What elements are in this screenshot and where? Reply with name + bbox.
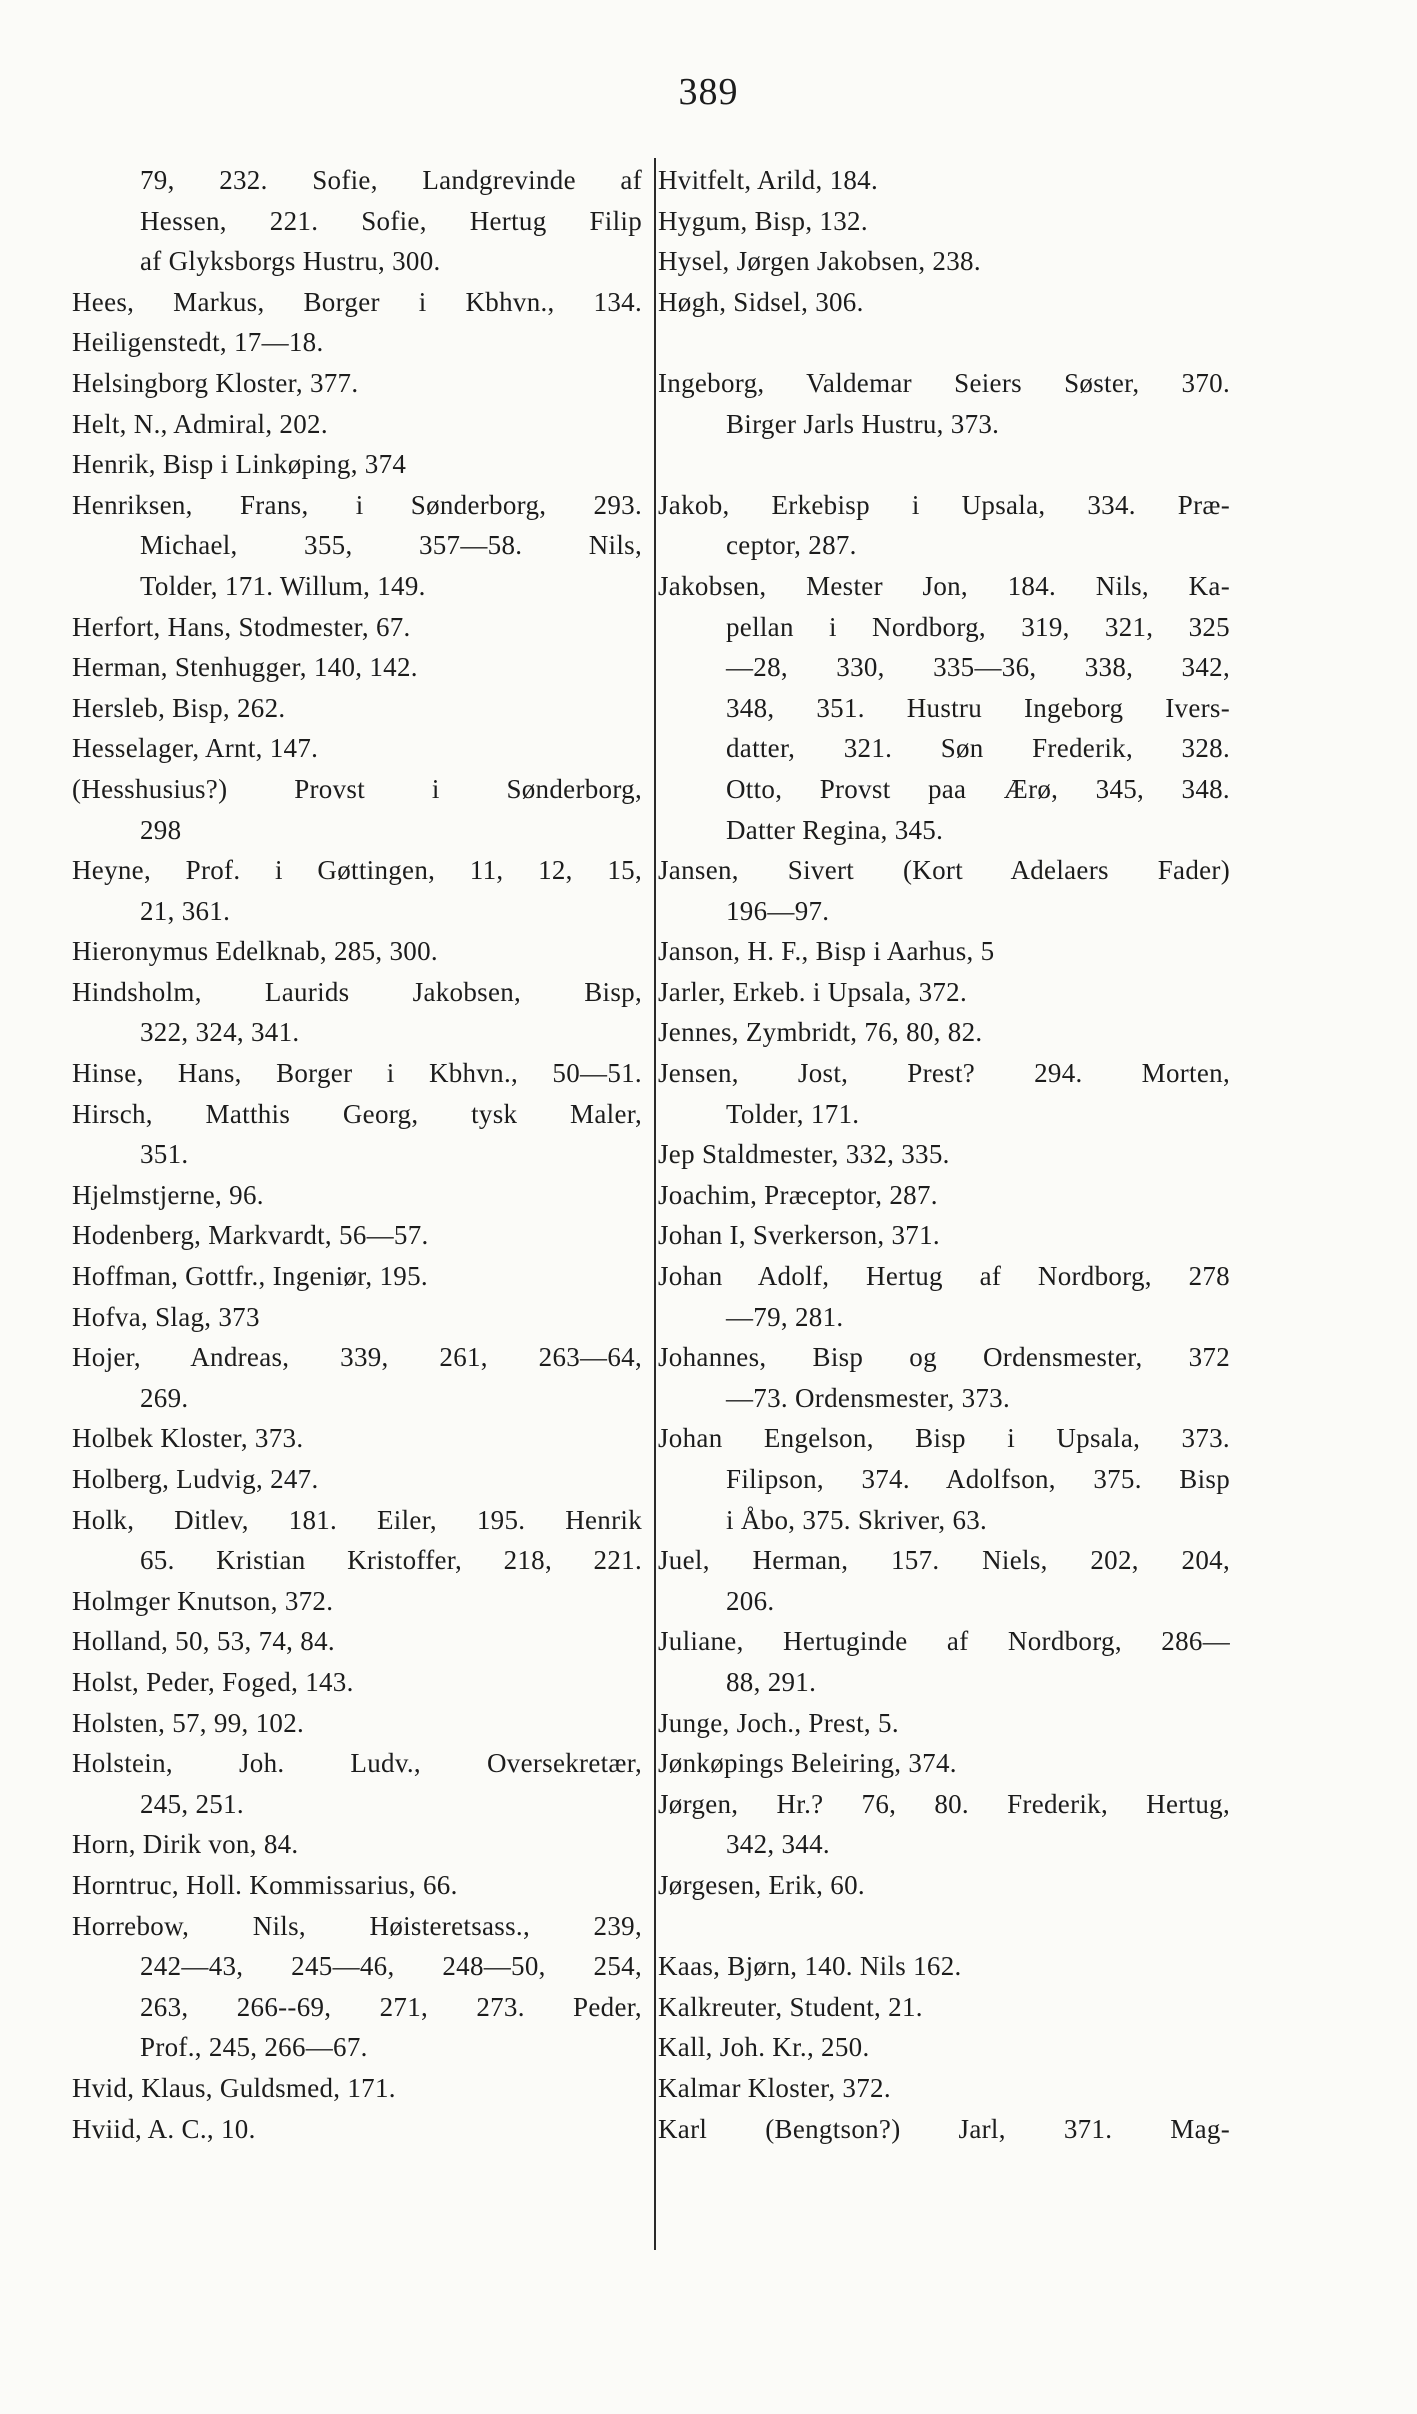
index-entry-continuation: 269. [140,1382,189,1413]
index-entry-continuation: —79, 281. [726,1301,844,1332]
index-entry-line: Holstein, Joh. Ludv., Oversekretær, [72,1748,642,1779]
index-entry-line: Hvitfelt, Arild, 184. [658,165,879,195]
index-entry-line: Kalmar Kloster, 372. [658,2072,891,2103]
index-entry-line: Juel, Herman, 157. Niels, 202, 204, [658,1545,1230,1576]
index-entry-line: Jansen, Sivert (Kort Adelaers Fader) [658,855,1230,886]
index-entry-continuation: 263, 266--69, 271, 273. Peder, [140,1991,642,2022]
index-entry-line: Herfort, Hans, Stodmester, 67. [72,611,411,642]
index-column-right [658,160,1230,2149]
index-entry-line: Janson, H. F., Bisp i Aarhus, 5 [658,936,995,967]
index-entry-line: Kall, Joh. Kr., 250. [658,2032,870,2063]
section-gap [658,322,1230,363]
index-entry-line: Jennes, Zymbridt, 76, 80, 82. [658,1017,983,1048]
index-entry-continuation: Hessen, 221. Sofie, Hertug Filip [140,205,642,236]
index-entry-line: Holbek Kloster, 373. [72,1423,304,1454]
index-entry-continuation: 206. [726,1585,775,1616]
index-entry-continuation: 342, 344. [726,1829,830,1860]
index-entry-continuation: 79, 232. Sofie, Landgrevinde af [140,165,642,195]
index-entry-line: Jakobsen, Mester Jon, 184. Nils, Ka- [658,570,1230,601]
index-entry-line: Hindsholm, Laurids Jakobsen, Bisp, [72,976,642,1007]
index-entry-line: Jep Staldmester, 332, 335. [658,1139,950,1170]
index-entry-continuation: 88, 291. [726,1666,817,1697]
index-entry-line: Hees, Markus, Borger i Kbhvn., 134. [72,286,642,317]
index-entry-continuation: af Glyksborgs Hustru, 300. [140,246,441,277]
index-column-left [72,160,642,2149]
index-entry-continuation: i Åbo, 375. Skriver, 63. [726,1504,988,1535]
index-entry-line: Holst, Peder, Foged, 143. [72,1666,354,1697]
index-entry-line: Jakob, Erkebisp i Upsala, 334. Præ- [658,489,1230,520]
index-entry-continuation: Prof., 245, 266—67. [140,2032,368,2063]
index-entry-line: Hviid, A. C., 10. [72,2113,256,2144]
index-entry-continuation: pellan i Nordborg, 319, 321, 325 [726,611,1230,642]
index-entry-continuation: 21, 361. [140,895,231,926]
index-entry-line: Hysel, Jørgen Jakobsen, 238. [658,246,981,277]
index-entry-line: Holsten, 57, 99, 102. [72,1707,305,1738]
index-entry-continuation: Filipson, 374. Adolfson, 375. Bisp [726,1464,1230,1494]
index-entry-line: Holberg, Ludvig, 247. [72,1464,319,1494]
page-number: 389 [678,71,739,113]
index-entry-continuation: 348, 351. Hustru Ingeborg Ivers- [726,692,1230,723]
index-entry-line: Johannes, Bisp og Ordensmester, 372 [658,1342,1230,1373]
index-entry-line: Hodenberg, Markvardt, 56—57. [72,1220,429,1251]
index-entry-line: Jarler, Erkeb. i Upsala, 372. [658,976,968,1007]
index-entry-continuation: —73. Ordensmester, 373. [726,1382,1011,1413]
index-entry-continuation: Tolder, 171. Willum, 149. [140,570,426,601]
index-entry-line: Kaas, Bjørn, 140. Nils 162. [658,1951,962,1982]
index-entry-line: Heiligenstedt, 17—18. [72,327,324,358]
index-entry-line: Henrik, Bisp i Linkøping, 374 [72,449,407,480]
index-entry-continuation: Michael, 355, 357—58. Nils, [140,530,642,561]
index-entry-line: Jørgesen, Erik, 60. [658,1869,865,1900]
index-entry-line: Hesselager, Arnt, 147. [72,733,319,764]
index-entry-continuation: Tolder, 171. [726,1098,860,1129]
index-entry-line: (Hesshusius?) Provst i Sønderborg, [72,773,642,804]
index-entry-line: Hersleb, Bisp, 262. [72,692,286,723]
index-entry-continuation: 242—43, 245—46, 248—50, 254, [140,1951,642,1982]
index-entry-continuation: 196—97. [726,895,830,926]
index-entry-continuation: 298 [140,814,182,845]
index-entry-continuation: Datter Regina, 345. [726,814,944,845]
index-entry-continuation: 351. [140,1139,189,1170]
index-entry-line: Holk, Ditlev, 181. Eiler, 195. Henrik [72,1504,642,1535]
index-entry-line: Henriksen, Frans, i Sønderborg, 293. [72,489,642,520]
index-entry-line: Johan Adolf, Hertug af Nordborg, 278 [658,1261,1230,1292]
index-entry-line: Hojer, Andreas, 339, 261, 263—64, [72,1342,642,1373]
index-entry-continuation: datter, 321. Søn Frederik, 328. [726,733,1230,764]
index-entry-line: Junge, Joch., Prest, 5. [658,1707,899,1738]
index-entry-line: Jønkøpings Beleiring, 374. [658,1748,957,1779]
index-entry-line: Høgh, Sidsel, 306. [658,286,864,317]
index-entry-line: Horn, Dirik von, 84. [72,1829,299,1860]
index-entry-line: Heyne, Prof. i Gøttingen, 11, 12, 15, [72,855,642,886]
index-entry-line: Helsingborg Kloster, 377. [72,367,359,398]
index-entry-line: Holmger Knutson, 372. [72,1585,334,1616]
index-entry-line: Hinse, Hans, Borger i Kbhvn., 50—51. [72,1058,642,1089]
index-entry-line: Hygum, Bisp, 132. [658,205,868,236]
index-entry-continuation: —28, 330, 335—36, 338, 342, [726,652,1230,683]
section-gap [658,444,1230,485]
column-divider [654,158,656,2250]
index-entry-line: Helt, N., Admiral, 202. [72,408,328,439]
index-entry-line: Herman, Stenhugger, 140, 142. [72,652,418,683]
index-entry-line: Hofva, Slag, 373 [72,1301,260,1332]
index-entry-continuation: Birger Jarls Hustru, 373. [726,408,1000,439]
index-entry-line: Johan Engelson, Bisp i Upsala, 373. [658,1423,1230,1454]
index-entry-line: Hjelmstjerne, 96. [72,1179,264,1210]
index-entry-line: Hoffman, Gottfr., Ingeniør, 195. [72,1261,428,1292]
index-entry-line: Kalkreuter, Student, 21. [658,1991,923,2022]
index-entry-line: Horntruc, Holl. Kommissarius, 66. [72,1869,458,1900]
index-entry-continuation: Otto, Provst paa Ærø, 345, 348. [726,773,1230,804]
index-entry-continuation: 322, 324, 341. [140,1017,300,1048]
index-entry-line: Holland, 50, 53, 74, 84. [72,1626,335,1657]
index-entry-line: Ingeborg, Valdemar Seiers Søster, 370. [658,367,1230,398]
index-entry-line: Hirsch, Matthis Georg, tysk Maler, [72,1098,642,1129]
index-entry-line: Hieronymus Edelknab, 285, 300. [72,936,438,967]
index-entry-continuation: 65. Kristian Kristoffer, 218, 221. [140,1545,642,1576]
index-entry-continuation: ceptor, 287. [726,530,857,561]
index-entry-line: Jørgen, Hr.? 76, 80. Frederik, Hertug, [658,1788,1230,1819]
index-entry-line: Juliane, Hertuginde af Nordborg, 286— [658,1626,1230,1657]
section-gap [658,1906,1230,1947]
index-entry-line: Hvid, Klaus, Guldsmed, 171. [72,2072,396,2103]
index-entry-line: Joachim, Præceptor, 287. [658,1179,938,1210]
index-entry-line: Horrebow, Nils, Høisteretsass., 239, [72,1910,642,1941]
index-entry-line: Jensen, Jost, Prest? 294. Morten, [658,1058,1230,1089]
index-entry-line: Johan I, Sverkerson, 371. [658,1220,940,1251]
index-entry-continuation: 245, 251. [140,1788,244,1819]
index-entry-line: Karl (Bengtson?) Jarl, 371. Mag- [658,2113,1230,2144]
